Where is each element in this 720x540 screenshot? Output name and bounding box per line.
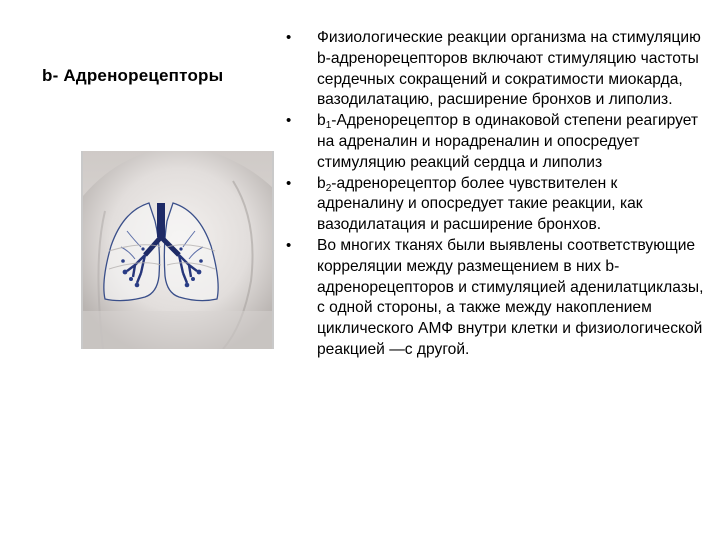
bullet-text: Физиологические реакции организма на стимуляцию b-адренорецепторов включают стимуляцию частоты сердечных сокращений и сократимости миокарда, вазодилатацию, расширение бронхов и липолиз.	[317, 29, 701, 109]
bullet-text: Во многих тканях были выявлены соответствующие корреляции между размещением в них b-адренорецепторов и стимуляцией аденилатциклазы, с одной стороны, а также между накоплением циклического АМФ внутри клетки и физиологической реакцией —с другой.	[317, 236, 704, 358]
bullet-marker: •	[286, 112, 292, 130]
bullet-item	[286, 28, 706, 111]
bullet-text: -адренорецептор более чувствителен к адреналину и опосредует такие реакции, как вазодилатация и расширение бронхов.	[317, 174, 643, 234]
bullet-marker: •	[286, 174, 292, 192]
bullet-prefix: b	[317, 112, 326, 130]
bullet-marker: •	[286, 29, 292, 46]
lungs-illustration	[81, 151, 274, 349]
bullet-item	[286, 236, 706, 361]
bullet-text: -Адренорецептор в одинаковой степени реагирует на адреналин и норадреналин и опосредует стимуляцию реакций сердца и липолиз	[317, 112, 699, 171]
lungs-illustration-icon	[83, 151, 274, 349]
slide-title: b- Адренорецепторы	[42, 66, 224, 85]
bullet-subscript: 1	[325, 120, 332, 132]
bullet-subscript: 2	[325, 182, 332, 194]
bullet-item	[286, 174, 706, 236]
bullet-item	[286, 111, 706, 173]
bullet-marker: •	[286, 236, 292, 254]
bullet-list	[286, 28, 706, 361]
bullet-prefix: b	[317, 174, 326, 192]
